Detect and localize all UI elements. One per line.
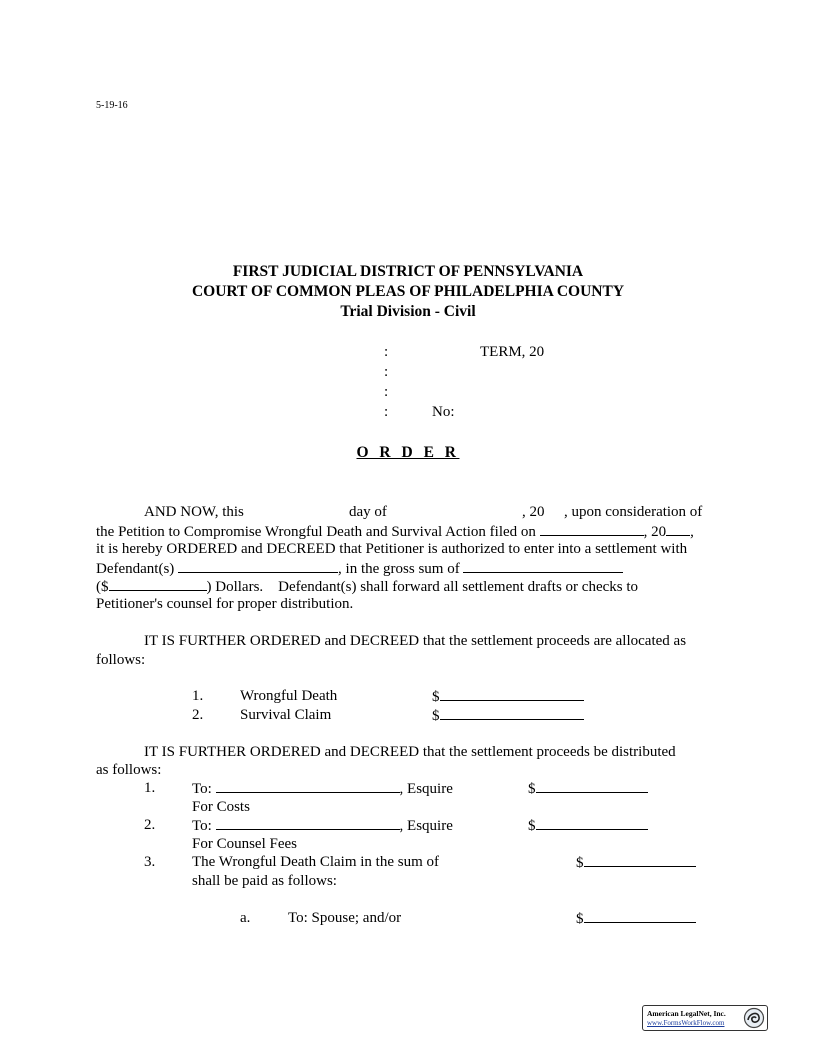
dollar-sign: $ — [528, 818, 536, 834]
wrongful-death-num: 3. — [144, 854, 156, 870]
dollar-sign: $ — [432, 689, 440, 705]
p1-line2-text: the Petition to Compromise Wrongful Death and Survival Action filed on — [96, 524, 536, 540]
caption-colon: : — [384, 364, 389, 380]
caption-colon: : — [384, 344, 389, 360]
wrongful-death-claim-amount-blank[interactable] — [584, 853, 696, 867]
distribution-payee — [192, 816, 453, 835]
american-legalnet-logo[interactable] — [642, 1005, 768, 1031]
p3-line1: IT IS FURTHER ORDERED and DECREED that the settlement proceeds be distributed — [144, 744, 676, 760]
form-code: 5-19-16 — [96, 100, 128, 111]
wrongful-death-amount-blank[interactable] — [440, 687, 584, 701]
order-title-text: O R D E R — [356, 444, 460, 461]
p1-defendants-label: Defendant(s) — [96, 561, 175, 577]
to-label: To: — [192, 781, 212, 797]
p1-and-now: AND NOW, this — [144, 504, 244, 520]
filed-year-blank[interactable] — [666, 522, 690, 536]
allocation-amount — [432, 706, 584, 725]
allocation-num: 1. — [192, 688, 204, 704]
distribution-num: 1. — [144, 780, 156, 796]
costs-amount-blank[interactable] — [536, 779, 648, 793]
p1-line5-text: ) Dollars. Defendant(s) shall forward all settlement drafts or checks to — [206, 579, 639, 595]
gross-sum-amount-blank[interactable] — [109, 577, 207, 591]
distribution-sub: For Counsel Fees — [192, 836, 297, 852]
distribution-num: 2. — [144, 817, 156, 833]
allocation-label: Survival Claim — [240, 707, 332, 723]
dollar-sign: $ — [432, 708, 440, 724]
spouse-amount-blank[interactable] — [584, 909, 696, 923]
p1-day-of: day of — [349, 504, 387, 520]
p1-line4 — [96, 559, 623, 578]
p1-year: , 20 — [522, 504, 545, 520]
caption-colon: : — [384, 404, 389, 420]
globe-swirl-icon — [743, 1007, 765, 1029]
caption-colon: : — [384, 384, 389, 400]
caption-term: TERM, 20 — [480, 344, 545, 360]
court-district-heading: FIRST JUDICIAL DISTRICT OF PENNSYLVANIA — [232, 263, 584, 280]
filed-date-blank[interactable] — [540, 522, 644, 536]
distribution-payee — [192, 779, 453, 798]
wrongful-death-amount — [576, 853, 696, 872]
court-division-heading: Trial Division - Civil — [340, 303, 476, 320]
wrongful-death-line2: shall be paid as follows: — [192, 873, 337, 889]
p1-dollar-open: ($ — [96, 579, 109, 595]
gross-sum-words-blank[interactable] — [463, 559, 623, 573]
logo-url-link[interactable]: www.FormsWorkFlow.com — [647, 1019, 725, 1027]
p1-line3: it is hereby ORDERED and DECREED that Petitioner is authorized to enter into a settlement with — [96, 541, 688, 557]
order-title — [0, 444, 816, 462]
sub-item-letter: a. — [240, 910, 251, 926]
p2-line2: follows: — [96, 652, 146, 668]
allocation-label: Wrongful Death — [240, 688, 338, 704]
distribution-amount — [528, 816, 648, 835]
survival-claim-amount-blank[interactable] — [440, 706, 584, 720]
sub-item-label: To: Spouse; and/or — [288, 910, 402, 926]
counsel-fees-payee-blank[interactable] — [216, 816, 400, 830]
dollar-sign: $ — [528, 781, 536, 797]
allocation-amount — [432, 687, 584, 706]
court-name-heading: COURT OF COMMON PLEAS OF PHILADELPHIA COUNTY — [191, 283, 625, 300]
logo-company-name: American LegalNet, Inc. — [647, 1009, 726, 1018]
p1-line2-end: , — [690, 524, 694, 540]
distribution-amount — [528, 779, 648, 798]
p1-line2-year: , 20 — [643, 524, 667, 540]
esquire-label: , Esquire — [399, 818, 453, 834]
allocation-num: 2. — [192, 707, 204, 723]
counsel-fees-amount-blank[interactable] — [536, 816, 648, 830]
dollar-sign: $ — [576, 855, 584, 871]
wrongful-death-line1: The Wrongful Death Claim in the sum of — [192, 854, 439, 870]
p1-gross-sum-label: , in the gross sum of — [338, 561, 460, 577]
p1-line2 — [96, 522, 694, 541]
p1-line6: Petitioner's counsel for proper distribution. — [96, 596, 354, 612]
costs-payee-blank[interactable] — [216, 779, 400, 793]
sub-item-amount — [576, 909, 696, 928]
esquire-label: , Esquire — [399, 781, 453, 797]
to-label: To: — [192, 818, 212, 834]
p1-consideration: , upon consideration of — [564, 504, 703, 520]
caption-number: No: — [432, 404, 455, 420]
distribution-sub: For Costs — [192, 799, 250, 815]
p1-line5 — [96, 577, 638, 596]
defendant-name-blank[interactable] — [178, 559, 338, 573]
dollar-sign: $ — [576, 911, 584, 927]
p3-line2: as follows: — [96, 762, 162, 778]
p2-line1: IT IS FURTHER ORDERED and DECREED that the settlement proceeds are allocated as — [144, 633, 687, 649]
